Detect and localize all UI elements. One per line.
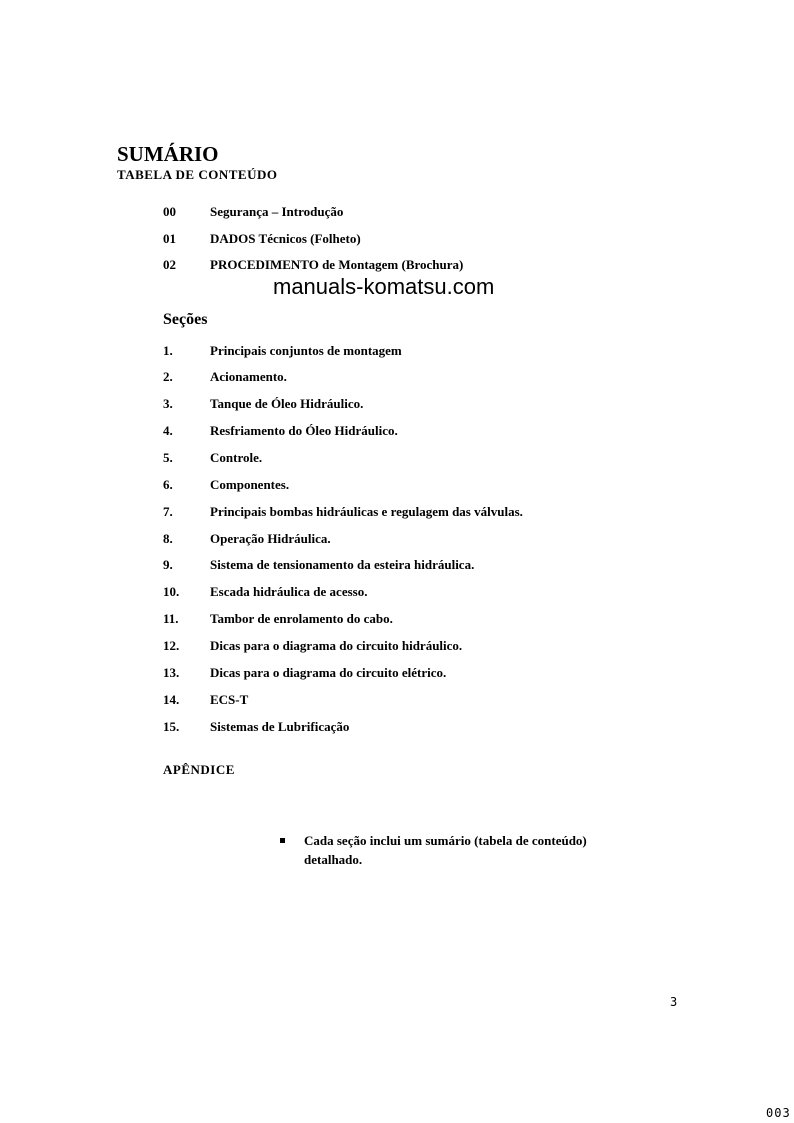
section-label: Acionamento. [210,369,287,384]
section-label: Sistemas de Lubrificação [210,719,350,734]
section-number: 7. [163,504,173,519]
watermark: manuals-komatsu.com [273,274,495,299]
section-number: 14. [163,692,180,707]
section-label: Controle. [210,450,263,465]
section-label: Escada hidráulica de acesso. [210,584,368,599]
toc-entry-label: Segurança – Introdução [210,204,344,219]
section-label: Tanque de Óleo Hidráulico. [210,396,364,411]
section-number: 13. [163,665,180,680]
toc-entry-label: DADOS Técnicos (Folheto) [210,231,361,246]
toc-entry-number: 01 [163,231,176,246]
section-number: 9. [163,557,173,572]
section-number: 11. [163,611,179,626]
section-number: 15. [163,719,180,734]
section-label: Sistema de tensionamento da esteira hidráulica. [210,557,475,572]
page-code: 003 [766,1106,791,1120]
appendix-heading: APÊNDICE [163,762,235,777]
section-number: 2. [163,369,173,384]
section-number: 10. [163,584,180,599]
section-label: Dicas para o diagrama do circuito hidráulico. [210,638,463,653]
section-number: 1. [163,343,173,358]
section-label: Tambor de enrolamento do cabo. [210,611,393,626]
section-number: 4. [163,423,173,438]
page-number: 3 [670,995,678,1009]
note-line-1: Cada seção inclui um sumário (tabela de conteúdo) [304,833,587,848]
note-line-2: detalhado. [304,852,363,867]
section-label: ECS-T [210,692,249,707]
section-label: Dicas para o diagrama do circuito elétrico. [210,665,447,680]
section-number: 5. [163,450,173,465]
sections-heading: Seções [163,311,208,328]
section-label: Resfriamento do Óleo Hidráulico. [210,423,398,438]
section-number: 6. [163,477,173,492]
section-number: 12. [163,638,180,653]
toc-entry-label: PROCEDIMENTO de Montagem (Brochura) [210,257,464,272]
section-number: 3. [163,396,173,411]
section-label: Componentes. [210,477,290,492]
section-number: 8. [163,531,173,546]
toc-entry-number: 00 [163,204,176,219]
square-bullet-icon [280,838,285,843]
section-label: Principais conjuntos de montagem [210,343,402,358]
page-title: SUMÁRIO [117,142,219,166]
toc-entry-number: 02 [163,257,176,272]
section-label: Operação Hidráulica. [210,531,331,546]
section-label: Principais bombas hidráulicas e regulagem das válvulas. [210,504,523,519]
page-subtitle: TABELA DE CONTEÚDO [117,167,278,182]
